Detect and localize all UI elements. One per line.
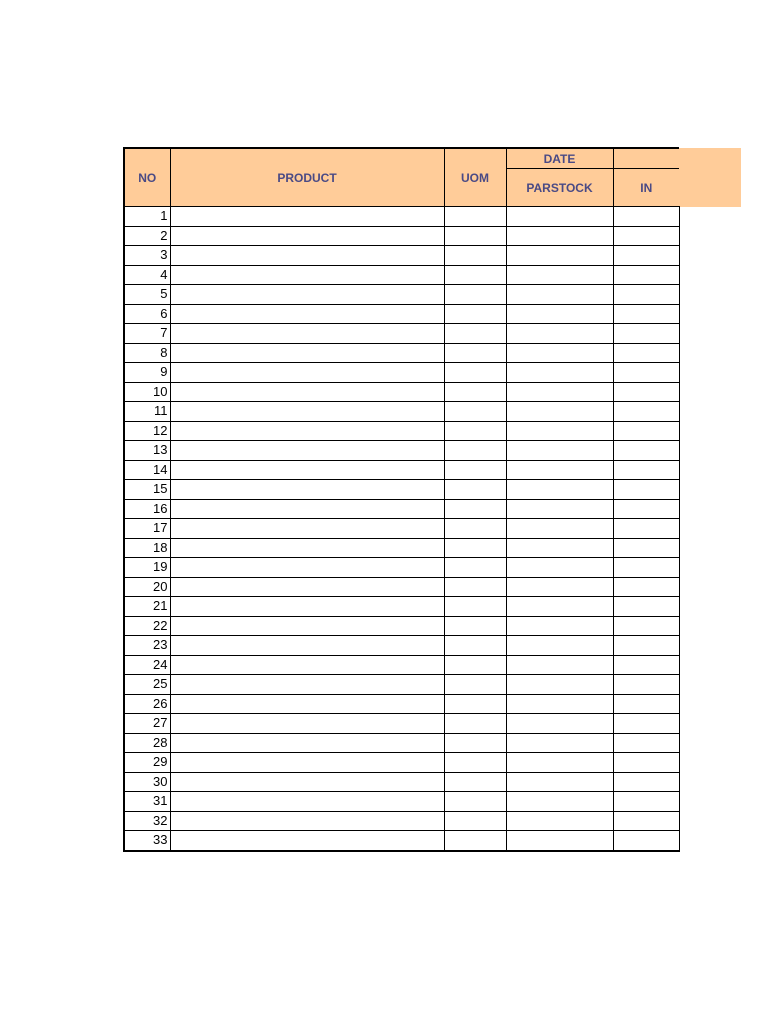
row-number-cell: 23 (124, 636, 170, 656)
table-row (124, 207, 679, 227)
header-parstock: PARSTOCK (506, 169, 613, 207)
uom-cell[interactable] (444, 460, 506, 480)
in-cell[interactable] (613, 597, 679, 617)
header-product: PRODUCT (170, 148, 444, 207)
uom-cell[interactable] (444, 402, 506, 422)
in-cell[interactable] (613, 714, 679, 734)
header-uom: UOM (444, 148, 506, 207)
header-date: DATE (506, 148, 613, 169)
in-cell[interactable] (613, 285, 679, 305)
uom-cell[interactable] (444, 265, 506, 285)
uom-cell[interactable] (444, 772, 506, 792)
parstock-cell[interactable] (506, 519, 613, 539)
product-cell[interactable] (170, 441, 444, 461)
in-cell[interactable] (613, 577, 679, 597)
parstock-cell[interactable] (506, 246, 613, 266)
row-number-cell: 11 (124, 402, 170, 422)
uom-cell[interactable] (444, 694, 506, 714)
row-number-cell: 20 (124, 577, 170, 597)
product-cell[interactable] (170, 772, 444, 792)
in-cell[interactable] (613, 772, 679, 792)
uom-cell[interactable] (444, 304, 506, 324)
uom-cell[interactable] (444, 246, 506, 266)
parstock-cell[interactable] (506, 207, 613, 227)
table-row (124, 421, 679, 441)
parstock-cell[interactable] (506, 733, 613, 753)
product-cell[interactable] (170, 499, 444, 519)
table-row (124, 343, 679, 363)
parstock-cell[interactable] (506, 636, 613, 656)
product-cell[interactable] (170, 207, 444, 227)
table-row (124, 265, 679, 285)
in-cell[interactable] (613, 558, 679, 578)
parstock-cell[interactable] (506, 538, 613, 558)
product-cell[interactable] (170, 265, 444, 285)
table-row (124, 811, 679, 831)
row-number-cell: 3 (124, 246, 170, 266)
row-number-cell: 15 (124, 480, 170, 500)
in-cell[interactable] (613, 226, 679, 246)
stock-table (123, 147, 680, 852)
parstock-cell[interactable] (506, 558, 613, 578)
stock-sheet (123, 147, 678, 848)
table-row (124, 733, 679, 753)
row-number-cell: 10 (124, 382, 170, 402)
in-cell[interactable] (613, 636, 679, 656)
uom-cell[interactable] (444, 441, 506, 461)
parstock-cell[interactable] (506, 714, 613, 734)
table-row (124, 519, 679, 539)
uom-cell[interactable] (444, 636, 506, 656)
uom-cell[interactable] (444, 577, 506, 597)
parstock-cell[interactable] (506, 363, 613, 383)
parstock-cell[interactable] (506, 226, 613, 246)
product-cell[interactable] (170, 714, 444, 734)
table-row (124, 694, 679, 714)
uom-cell[interactable] (444, 226, 506, 246)
product-cell[interactable] (170, 382, 444, 402)
uom-cell[interactable] (444, 480, 506, 500)
product-cell[interactable] (170, 577, 444, 597)
row-number-cell: 29 (124, 753, 170, 773)
product-cell[interactable] (170, 421, 444, 441)
parstock-cell[interactable] (506, 597, 613, 617)
product-cell[interactable] (170, 304, 444, 324)
uom-cell[interactable] (444, 597, 506, 617)
row-number-cell: 21 (124, 597, 170, 617)
product-cell[interactable] (170, 733, 444, 753)
product-cell[interactable] (170, 616, 444, 636)
parstock-cell[interactable] (506, 655, 613, 675)
uom-cell[interactable] (444, 421, 506, 441)
row-number-cell: 26 (124, 694, 170, 714)
parstock-cell[interactable] (506, 265, 613, 285)
uom-cell[interactable] (444, 558, 506, 578)
row-number-cell: 19 (124, 558, 170, 578)
uom-cell[interactable] (444, 538, 506, 558)
in-cell[interactable] (613, 382, 679, 402)
table-row (124, 499, 679, 519)
in-cell[interactable] (613, 207, 679, 227)
in-cell[interactable] (613, 499, 679, 519)
table-row (124, 753, 679, 773)
in-cell[interactable] (613, 402, 679, 422)
uom-cell[interactable] (444, 363, 506, 383)
row-number-cell: 24 (124, 655, 170, 675)
parstock-cell[interactable] (506, 831, 613, 851)
product-cell[interactable] (170, 460, 444, 480)
table-row (124, 655, 679, 675)
product-cell[interactable] (170, 811, 444, 831)
uom-cell[interactable] (444, 714, 506, 734)
parstock-cell[interactable] (506, 753, 613, 773)
table-row (124, 538, 679, 558)
table-body (124, 207, 679, 851)
row-number-cell: 12 (124, 421, 170, 441)
row-number-cell: 2 (124, 226, 170, 246)
row-number-cell: 30 (124, 772, 170, 792)
product-cell[interactable] (170, 519, 444, 539)
table-row (124, 304, 679, 324)
product-cell[interactable] (170, 655, 444, 675)
parstock-cell[interactable] (506, 616, 613, 636)
product-cell[interactable] (170, 343, 444, 363)
table-row (124, 246, 679, 266)
in-cell[interactable] (613, 655, 679, 675)
parstock-cell[interactable] (506, 480, 613, 500)
parstock-cell[interactable] (506, 343, 613, 363)
uom-cell[interactable] (444, 831, 506, 851)
parstock-cell[interactable] (506, 324, 613, 344)
parstock-cell[interactable] (506, 441, 613, 461)
uom-cell[interactable] (444, 616, 506, 636)
parstock-cell[interactable] (506, 304, 613, 324)
row-number-cell: 28 (124, 733, 170, 753)
table-row (124, 597, 679, 617)
row-number-cell: 22 (124, 616, 170, 636)
in-cell[interactable] (613, 519, 679, 539)
table-row (124, 324, 679, 344)
uom-cell[interactable] (444, 285, 506, 305)
parstock-cell[interactable] (506, 421, 613, 441)
in-cell[interactable] (613, 421, 679, 441)
header-in: IN (613, 169, 679, 207)
uom-cell[interactable] (444, 655, 506, 675)
product-cell[interactable] (170, 402, 444, 422)
table-row (124, 480, 679, 500)
in-cell[interactable] (613, 480, 679, 500)
parstock-cell[interactable] (506, 285, 613, 305)
in-cell[interactable] (613, 616, 679, 636)
in-cell[interactable] (613, 460, 679, 480)
in-cell[interactable] (613, 694, 679, 714)
in-cell[interactable] (613, 363, 679, 383)
product-cell[interactable] (170, 226, 444, 246)
product-cell[interactable] (170, 363, 444, 383)
header-date-value[interactable] (613, 148, 679, 169)
product-cell[interactable] (170, 558, 444, 578)
parstock-cell[interactable] (506, 382, 613, 402)
header-fill-extension (677, 148, 741, 207)
parstock-cell[interactable] (506, 792, 613, 812)
in-cell[interactable] (613, 753, 679, 773)
row-number-cell: 13 (124, 441, 170, 461)
table-row (124, 460, 679, 480)
in-cell[interactable] (613, 441, 679, 461)
row-number-cell: 16 (124, 499, 170, 519)
product-cell[interactable] (170, 675, 444, 695)
uom-cell[interactable] (444, 499, 506, 519)
in-cell[interactable] (613, 831, 679, 851)
row-number-cell: 5 (124, 285, 170, 305)
uom-cell[interactable] (444, 382, 506, 402)
product-cell[interactable] (170, 597, 444, 617)
table-row (124, 714, 679, 734)
parstock-cell[interactable] (506, 577, 613, 597)
header-no: NO (124, 148, 170, 207)
in-cell[interactable] (613, 304, 679, 324)
row-number-cell: 8 (124, 343, 170, 363)
product-cell[interactable] (170, 285, 444, 305)
row-number-cell: 9 (124, 363, 170, 383)
in-cell[interactable] (613, 792, 679, 812)
parstock-cell[interactable] (506, 694, 613, 714)
uom-cell[interactable] (444, 792, 506, 812)
uom-cell[interactable] (444, 811, 506, 831)
row-number-cell: 17 (124, 519, 170, 539)
in-cell[interactable] (613, 538, 679, 558)
table-row (124, 226, 679, 246)
table-row (124, 402, 679, 422)
parstock-cell[interactable] (506, 499, 613, 519)
product-cell[interactable] (170, 831, 444, 851)
product-cell[interactable] (170, 694, 444, 714)
parstock-cell[interactable] (506, 811, 613, 831)
uom-cell[interactable] (444, 675, 506, 695)
product-cell[interactable] (170, 792, 444, 812)
table-row (124, 363, 679, 383)
in-cell[interactable] (613, 811, 679, 831)
row-number-cell: 32 (124, 811, 170, 831)
row-number-cell: 25 (124, 675, 170, 695)
in-cell[interactable] (613, 265, 679, 285)
table-row (124, 772, 679, 792)
product-cell[interactable] (170, 246, 444, 266)
in-cell[interactable] (613, 675, 679, 695)
table-row (124, 675, 679, 695)
row-number-cell: 1 (124, 207, 170, 227)
parstock-cell[interactable] (506, 460, 613, 480)
row-number-cell: 33 (124, 831, 170, 851)
product-cell[interactable] (170, 753, 444, 773)
table-row (124, 831, 679, 851)
uom-cell[interactable] (444, 733, 506, 753)
uom-cell[interactable] (444, 343, 506, 363)
product-cell[interactable] (170, 538, 444, 558)
row-number-cell: 4 (124, 265, 170, 285)
uom-cell[interactable] (444, 207, 506, 227)
table-row (124, 616, 679, 636)
in-cell[interactable] (613, 343, 679, 363)
in-cell[interactable] (613, 246, 679, 266)
uom-cell[interactable] (444, 753, 506, 773)
row-number-cell: 7 (124, 324, 170, 344)
table-row (124, 441, 679, 461)
row-number-cell: 31 (124, 792, 170, 812)
uom-cell[interactable] (444, 519, 506, 539)
product-cell[interactable] (170, 480, 444, 500)
parstock-cell[interactable] (506, 675, 613, 695)
parstock-cell[interactable] (506, 402, 613, 422)
table-row (124, 382, 679, 402)
parstock-cell[interactable] (506, 772, 613, 792)
product-cell[interactable] (170, 324, 444, 344)
table-row (124, 285, 679, 305)
table-row (124, 792, 679, 812)
uom-cell[interactable] (444, 324, 506, 344)
row-number-cell: 6 (124, 304, 170, 324)
table-row (124, 577, 679, 597)
table-row (124, 636, 679, 656)
product-cell[interactable] (170, 636, 444, 656)
table-row (124, 558, 679, 578)
row-number-cell: 27 (124, 714, 170, 734)
in-cell[interactable] (613, 324, 679, 344)
row-number-cell: 14 (124, 460, 170, 480)
in-cell[interactable] (613, 733, 679, 753)
row-number-cell: 18 (124, 538, 170, 558)
